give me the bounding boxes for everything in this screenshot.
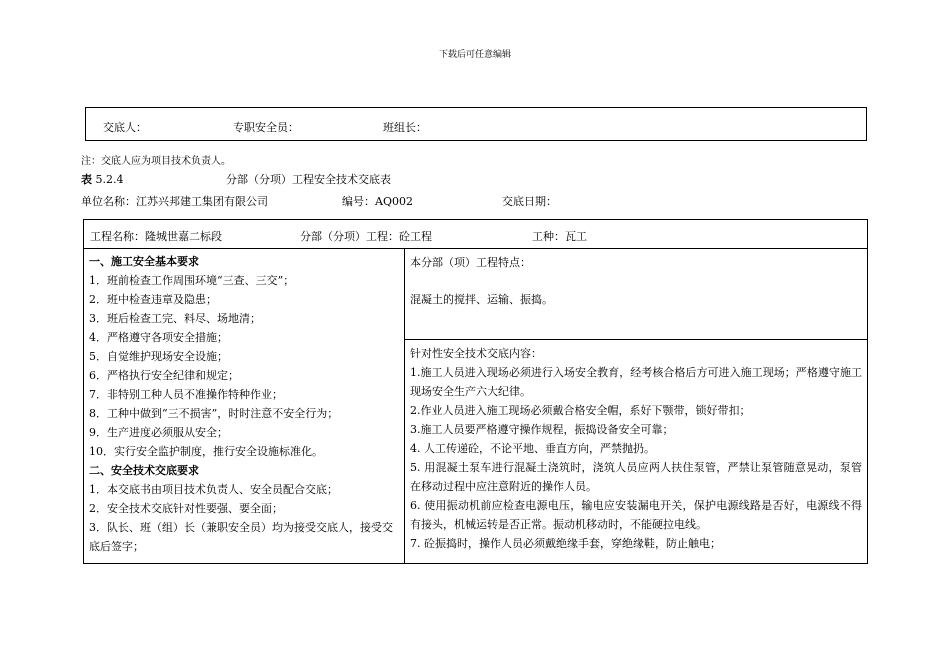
list-item: 4. 人工传递砼，不论平地、垂直方向，严禁抛扔。 xyxy=(410,442,655,455)
table-title xyxy=(81,171,391,187)
unit-name: 单位名称：江苏兴邦建工集团有限公司 xyxy=(81,195,268,208)
project-features-cell xyxy=(410,254,860,307)
list-item: 6．严格执行安全纪律和规定； xyxy=(89,369,239,382)
table-number-label: 表 xyxy=(81,173,92,186)
project-info-row xyxy=(84,220,867,249)
list-item: 3．班后检查工完、料尽、场地清； xyxy=(89,312,261,325)
list-item: 3．队长、班（组）长（兼职安全员）均为接受交底人，接受交底后签字； xyxy=(89,521,393,553)
row-divider xyxy=(405,339,867,340)
footnote: 注：交底人应为项目技术负责人。 xyxy=(81,156,231,167)
table-number: 5.2.4 xyxy=(95,173,124,186)
list-item: 7．非特别工种人员不准操作特种作业； xyxy=(89,388,283,401)
column-divider xyxy=(404,248,405,563)
list-item: 4．严格遵守各项安全措施； xyxy=(89,331,228,344)
signature-box xyxy=(85,107,867,141)
list-item: 2．安全技术交底针对性要强、要全面； xyxy=(89,502,283,515)
list-item: 2.作业人员进入施工现场必须戴合格安全帽，系好下颚带，锁好带扣； xyxy=(410,404,751,417)
briefing-date: 交底日期： xyxy=(502,195,557,208)
list-item: 1．班前检查工作周围环境“三查、三交”； xyxy=(89,274,295,287)
safety-content-title: 针对性安全技术交底内容： xyxy=(410,347,542,360)
safety-content-cell xyxy=(410,344,862,553)
trade-name: 工种：瓦工 xyxy=(532,230,587,243)
features-content: 混凝土的搅拌、运输、振捣。 xyxy=(410,293,553,306)
subproject-name: 分部（分项）工程：砼工程 xyxy=(300,230,432,243)
table-name: 分部（分项）工程安全技术交底表 xyxy=(226,173,391,186)
header-note: 下载后可任意编辑 xyxy=(438,50,511,60)
list-item: 5．自觉维护现场安全设施； xyxy=(89,350,228,363)
project-name: 工程名称：隆城世嘉二标段 xyxy=(90,230,222,243)
list-item: 5. 用混凝土泵车进行混凝土浇筑时，浇筑人员应两人扶住泵管，严禁让泵管随意晃动，泵管在移动过程中应注意附近的操作人员。 xyxy=(410,461,862,493)
section1-title: 一、施工安全基本要求 xyxy=(89,255,199,268)
briefing-table xyxy=(83,219,868,564)
list-item: 6. 使用振动机前应检查电源电压，输电应安装漏电开关，保护电源线路是否好，电源线不得有接头，机械运转是否正常。振动机移动时，不能硬拉电线。 xyxy=(410,499,862,531)
list-item: 1．本交底书由项目技术负责人、安全员配合交底； xyxy=(89,483,338,496)
list-item: 8．工种中做到“三不损害”，时时注意不安全行为； xyxy=(89,407,339,420)
list-item: 7. 砼振捣时，操作人员必须戴绝缘手套，穿绝缘鞋，防止触电； xyxy=(410,537,721,550)
list-item: 9．生产进度必须服从安全； xyxy=(89,426,228,439)
list-item: 10．实行安全监护制度，推行安全设施标准化。 xyxy=(89,445,323,458)
section2-title: 二、安全技术交底要求 xyxy=(89,464,199,477)
list-item: 1.施工人员进入现场必须进行入场安全教育，经考核合格后方可进入施工现场；严格遵守施工现场安全生产六大纪律。 xyxy=(410,366,862,398)
list-item: 2．班中检查违章及隐患； xyxy=(89,293,217,306)
safety-officer-label: 专职安全员： xyxy=(233,121,299,134)
document-code: 编号：AQ002 xyxy=(342,195,413,208)
list-item: 3.施工人员要严格遵守操作规程，振捣设备安全可靠； xyxy=(410,423,674,436)
features-title: 本分部（项）工程特点： xyxy=(410,256,531,269)
presenter-label: 交底人： xyxy=(103,121,147,134)
team-leader-label: 班组长： xyxy=(383,121,427,134)
basic-requirements-column xyxy=(89,252,399,556)
unit-info-row xyxy=(81,193,871,209)
